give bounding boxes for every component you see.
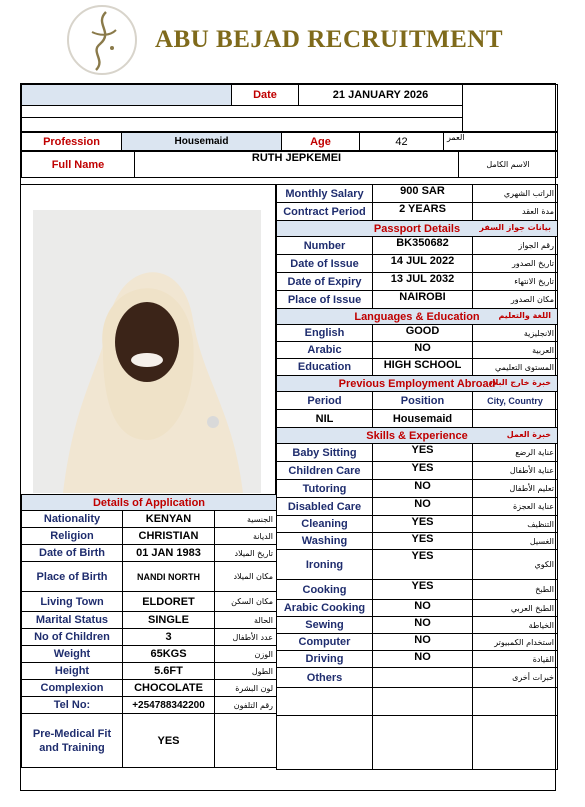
logo-emblem-icon <box>66 2 138 78</box>
detail-arabic: عدد الأطفال <box>215 629 277 646</box>
details-table <box>21 494 277 768</box>
details-title: Details of Application <box>22 495 277 511</box>
skill-row-arabic: الغسيل <box>473 533 558 550</box>
skill-row-arabic: عناية الرضع <box>473 444 558 462</box>
salary-row <box>277 185 558 203</box>
detail-value: CHRISTIAN <box>123 528 215 545</box>
language-row-arabic: المستوى التعليمي <box>473 359 558 376</box>
skill-row-label: Children Care <box>277 462 373 480</box>
skill-row-arabic: القيادة <box>473 651 558 668</box>
prev-header-country: City, Country <box>473 392 558 410</box>
salary-row-arabic: الراتب الشهري <box>473 185 558 203</box>
brand-name: ABU BEJAD RECRUITMENT <box>155 26 504 53</box>
date-value: 21 JANUARY 2026 <box>299 85 463 106</box>
passport-title <box>277 221 558 237</box>
skill-row-label: Sewing <box>277 617 373 634</box>
skill-row <box>277 462 558 480</box>
blank-cell <box>373 688 473 716</box>
salary-row-label: Monthly Salary <box>277 185 373 203</box>
language-row-label: Arabic <box>277 342 373 359</box>
header <box>0 0 585 82</box>
skill-row <box>277 498 558 516</box>
languages-title <box>277 309 558 325</box>
passport-title-text: Passport Details <box>373 222 461 235</box>
date-side-cell <box>463 85 558 132</box>
skill-row <box>277 668 558 688</box>
date-spacer <box>22 85 232 106</box>
skill-row <box>277 600 558 617</box>
detail-arabic: لون البشرة <box>215 680 277 697</box>
passport-row-arabic: تاريخ الانتهاء <box>473 273 558 291</box>
details-row <box>22 612 277 629</box>
skill-row-value: YES <box>373 444 473 462</box>
language-row <box>277 359 558 376</box>
detail-arabic: الحالة <box>215 612 277 629</box>
language-row <box>277 342 558 359</box>
skill-row-value <box>373 668 473 688</box>
details-row <box>22 528 277 545</box>
detail-arabic: رقم التلفون <box>215 697 277 714</box>
skill-row <box>277 533 558 550</box>
applicant-photo <box>33 210 261 493</box>
skill-row <box>277 444 558 462</box>
detail-label: Weight <box>22 646 123 663</box>
previous-employment-title-text: Previous Employment Abroad <box>338 377 496 390</box>
passport-row <box>277 273 558 291</box>
skill-row <box>277 480 558 498</box>
skill-row-label: Washing <box>277 533 373 550</box>
skill-row-label: Disabled Care <box>277 498 373 516</box>
skill-row-value: NO <box>373 634 473 651</box>
prev-country <box>473 410 558 428</box>
skill-row <box>277 516 558 533</box>
blank-row <box>22 118 463 132</box>
language-row-arabic: الانجليزية <box>473 325 558 342</box>
skill-row-label: Arabic Cooking <box>277 600 373 617</box>
detail-value: ELDORET <box>123 592 215 612</box>
skill-row-value: YES <box>373 550 473 580</box>
details-row <box>22 697 277 714</box>
detail-label: Tel No: <box>22 697 123 714</box>
detail-value: SINGLE <box>123 612 215 629</box>
detail-label: Nationality <box>22 511 123 528</box>
medical-label: Pre-Medical Fit and Training <box>22 714 123 768</box>
skill-row-label: Tutoring <box>277 480 373 498</box>
skills-title <box>277 428 558 444</box>
medical-value: YES <box>123 714 215 768</box>
language-row-label: Education <box>277 359 373 376</box>
passport-row-value: 13 JUL 2032 <box>373 273 473 291</box>
detail-label: Place of Birth <box>22 562 123 592</box>
detail-arabic: مكان الميلاد <box>215 562 277 592</box>
skill-row-arabic: خبرات أخرى <box>473 668 558 688</box>
passport-row-label: Place of Issue <box>277 291 373 309</box>
passport-row-arabic: مكان الصدور <box>473 291 558 309</box>
skill-row-label: Baby Sitting <box>277 444 373 462</box>
languages-title-text: Languages & Education <box>354 310 480 323</box>
prev-header-period: Period <box>277 392 373 410</box>
skill-row-label: Cooking <box>277 580 373 600</box>
skill-row-label: Driving <box>277 651 373 668</box>
blank-cell <box>473 688 558 716</box>
passport-row-arabic: تاريخ الصدور <box>473 255 558 273</box>
date-label: Date <box>232 85 299 106</box>
detail-value: 01 JAN 1983 <box>123 545 215 562</box>
language-row-value: GOOD <box>373 325 473 342</box>
prev-header-position: Position <box>373 392 473 410</box>
age-label: Age <box>282 133 360 151</box>
right-table <box>276 184 558 770</box>
contract-row-value: 2 YEARS <box>373 203 473 221</box>
passport-row-value: 14 JUL 2022 <box>373 255 473 273</box>
blank-cell <box>277 716 373 770</box>
fullname-value: RUTH JEPKEMEI <box>135 152 459 178</box>
fullname-table <box>21 151 558 178</box>
skill-row-value: YES <box>373 580 473 600</box>
prev-period: NIL <box>277 410 373 428</box>
salary-row-value: 900 SAR <box>373 185 473 203</box>
profession-table <box>21 132 558 151</box>
skills-title-arabic: خبرة العمل <box>506 430 551 439</box>
fullname-label: Full Name <box>22 152 135 178</box>
skill-row-label: Ironing <box>277 550 373 580</box>
details-row <box>22 562 277 592</box>
age-value: 42 <box>360 133 444 151</box>
detail-label: Date of Birth <box>22 545 123 562</box>
skill-row-value: YES <box>373 533 473 550</box>
details-row <box>22 592 277 612</box>
passport-row-label: Date of Expiry <box>277 273 373 291</box>
skill-row-label: Cleaning <box>277 516 373 533</box>
detail-value: NANDI NORTH <box>123 562 215 592</box>
previous-employment-title <box>277 376 558 392</box>
detail-label: Complexion <box>22 680 123 697</box>
detail-value: +254788342200 <box>123 697 215 714</box>
profession-value: Housemaid <box>122 133 282 151</box>
skill-row-value: YES <box>373 516 473 533</box>
skill-row <box>277 550 558 580</box>
prev-position: Housemaid <box>373 410 473 428</box>
skill-row-arabic: الكوي <box>473 550 558 580</box>
top-info-table <box>21 84 558 132</box>
detail-arabic: الطول <box>215 663 277 680</box>
language-row-value: NO <box>373 342 473 359</box>
passport-title-arabic: بيانات جواز السفر <box>479 223 551 232</box>
previous-employment-title-arabic: خبرة خارج البلاد <box>488 378 551 387</box>
contract-row-arabic: مدة العقد <box>473 203 558 221</box>
age-arabic: العمر <box>444 133 558 151</box>
detail-label: Marital Status <box>22 612 123 629</box>
blank-cell <box>473 716 558 770</box>
contract-row <box>277 203 558 221</box>
passport-row-value: BK350682 <box>373 237 473 255</box>
passport-row-label: Date of Issue <box>277 255 373 273</box>
details-row <box>22 680 277 697</box>
skill-row-arabic: الخياطة <box>473 617 558 634</box>
passport-row <box>277 291 558 309</box>
skill-row-value: NO <box>373 600 473 617</box>
details-row <box>22 646 277 663</box>
blank-cell <box>277 688 373 716</box>
passport-row-label: Number <box>277 237 373 255</box>
skill-row-arabic: الطبخ <box>473 580 558 600</box>
detail-value: 65KGS <box>123 646 215 663</box>
details-row <box>22 663 277 680</box>
detail-arabic: الديانة <box>215 528 277 545</box>
detail-arabic: تاريخ الميلاد <box>215 545 277 562</box>
passport-row-value: NAIROBI <box>373 291 473 309</box>
passport-row <box>277 255 558 273</box>
detail-value: 3 <box>123 629 215 646</box>
blank-row <box>22 106 463 118</box>
skill-row-arabic: تعليم الأطفال <box>473 480 558 498</box>
detail-value: CHOCOLATE <box>123 680 215 697</box>
detail-value: KENYAN <box>123 511 215 528</box>
detail-label: Religion <box>22 528 123 545</box>
languages-title-arabic: اللغة والتعليم <box>498 311 551 320</box>
skill-row-label: Computer <box>277 634 373 651</box>
passport-row <box>277 237 558 255</box>
skill-row-value: NO <box>373 617 473 634</box>
skill-row <box>277 651 558 668</box>
details-row <box>22 511 277 528</box>
fullname-arabic: الاسم الكامل <box>459 152 558 178</box>
skill-row <box>277 580 558 600</box>
skill-row-value: NO <box>373 498 473 516</box>
language-row-arabic: العربية <box>473 342 558 359</box>
skill-row-arabic: الطبخ العربي <box>473 600 558 617</box>
skills-title-text: Skills & Experience <box>366 429 468 442</box>
skill-row-arabic: استخدام الكمبيوتر <box>473 634 558 651</box>
skill-row-value: NO <box>373 651 473 668</box>
blank-cell <box>373 716 473 770</box>
contract-row-label: Contract Period <box>277 203 373 221</box>
profession-label: Profession <box>22 133 122 151</box>
detail-value: 5.6FT <box>123 663 215 680</box>
skill-row-arabic: عناية العجزة <box>473 498 558 516</box>
skill-row <box>277 634 558 651</box>
details-row <box>22 545 277 562</box>
skill-row-arabic: عناية الأطفال <box>473 462 558 480</box>
passport-row-arabic: رقم الجواز <box>473 237 558 255</box>
medical-blank <box>215 714 277 768</box>
detail-label: Living Town <box>22 592 123 612</box>
details-row <box>22 629 277 646</box>
language-row <box>277 325 558 342</box>
detail-label: No of Children <box>22 629 123 646</box>
detail-arabic: مكان السكن <box>215 592 277 612</box>
language-row-label: English <box>277 325 373 342</box>
skill-row-value: YES <box>373 462 473 480</box>
skill-row <box>277 617 558 634</box>
skill-row-arabic: التنظيف <box>473 516 558 533</box>
detail-arabic: الوزن <box>215 646 277 663</box>
right-column <box>276 184 557 770</box>
skill-row-label: Others <box>277 668 373 688</box>
detail-arabic: الجنسية <box>215 511 277 528</box>
detail-label: Height <box>22 663 123 680</box>
language-row-value: HIGH SCHOOL <box>373 359 473 376</box>
skill-row-value: NO <box>373 480 473 498</box>
